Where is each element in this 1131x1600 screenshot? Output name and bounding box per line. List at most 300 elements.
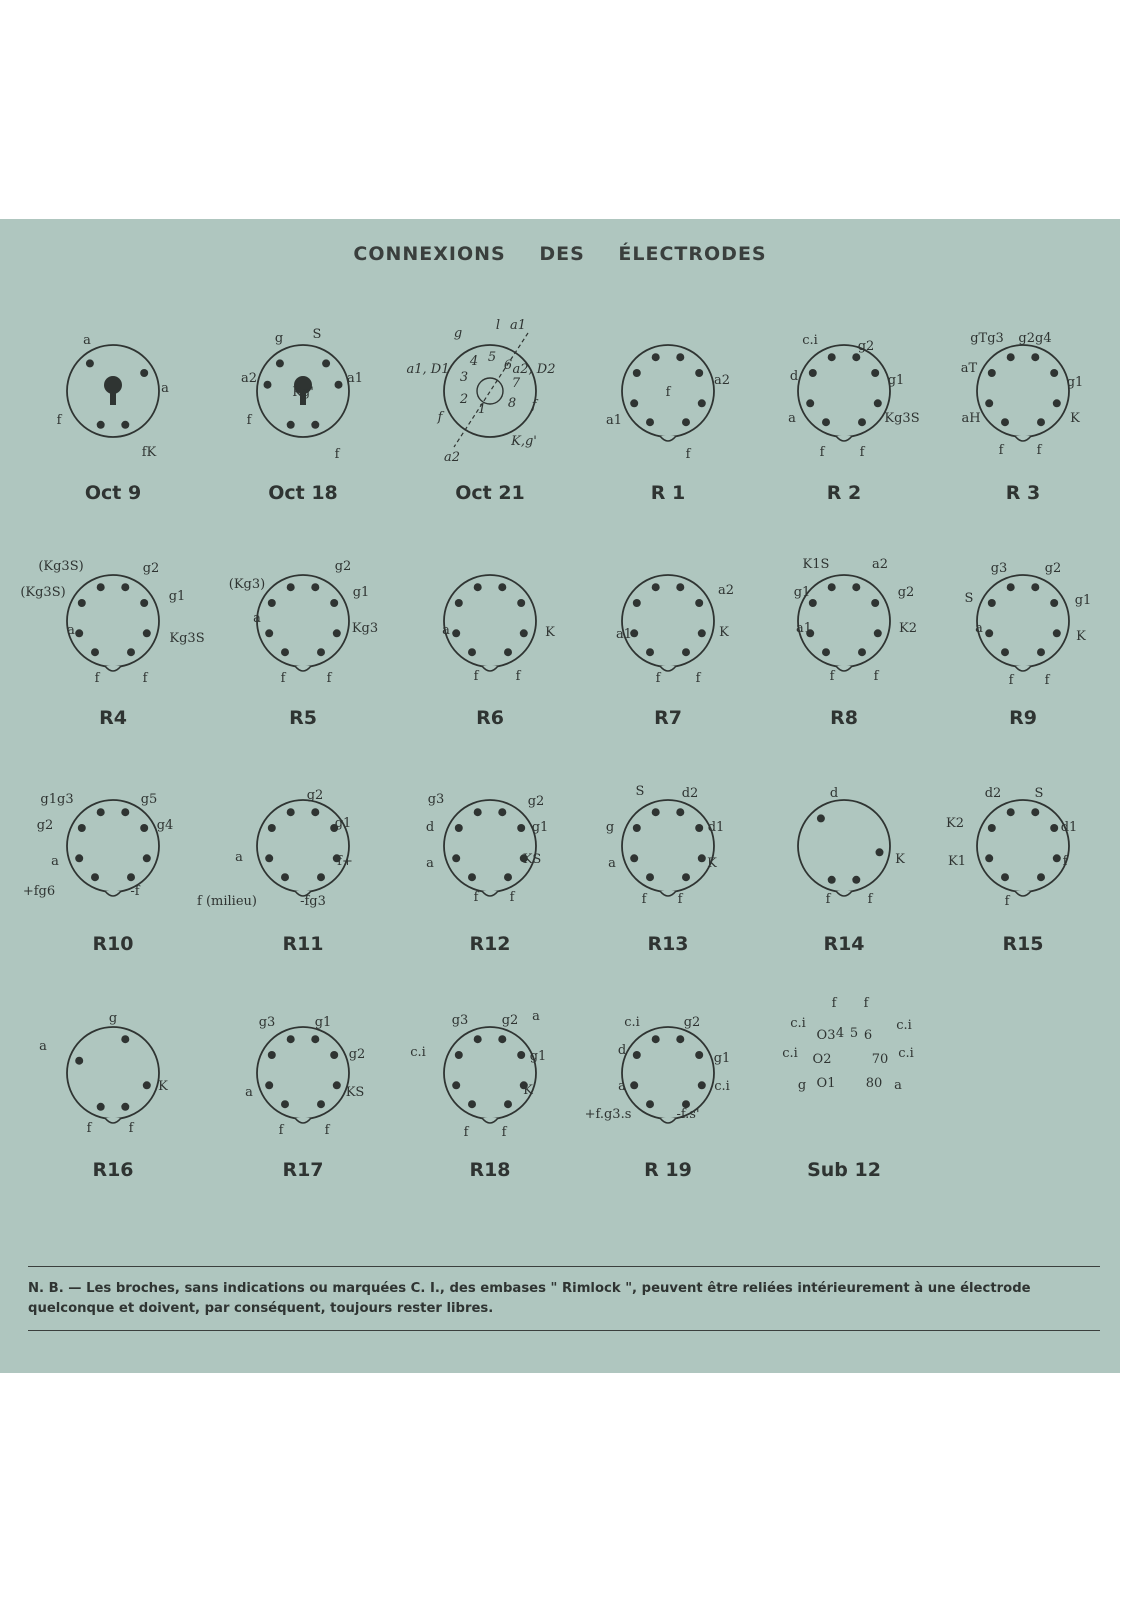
- pin-dot: [86, 359, 94, 367]
- tube-base-r5: [229, 559, 378, 729]
- pin-dot: [1050, 824, 1058, 832]
- pin-dot: [287, 1035, 295, 1043]
- pin-dot: [268, 599, 276, 607]
- pin-label: f: [1004, 894, 1010, 909]
- tube-base-r1: [606, 345, 730, 504]
- pin-dot: [633, 824, 641, 832]
- pin-dot: [268, 1051, 276, 1059]
- pin-dot: [311, 421, 319, 429]
- pin-dot: [264, 381, 272, 389]
- pin-label: a1: [795, 621, 813, 636]
- pin-label: f: [334, 447, 340, 462]
- pin-dot: [822, 648, 830, 656]
- pin-label: g2: [142, 561, 160, 576]
- pin-label: g1: [531, 820, 549, 835]
- base-outline: [444, 800, 536, 892]
- tube-base-label: R 1: [650, 482, 686, 504]
- pin-dot: [474, 1035, 482, 1043]
- base-outline: [257, 575, 349, 667]
- pin-label: g2: [683, 1015, 701, 1030]
- pin-label: a1: [605, 413, 623, 428]
- pin-dot: [652, 808, 660, 816]
- pin-dot: [1037, 648, 1045, 656]
- pin-label: Kg3: [351, 621, 379, 636]
- base-outline: [444, 1027, 536, 1119]
- pin-dot: [504, 1100, 512, 1108]
- pin-dot: [322, 359, 330, 367]
- pin-dot: [311, 808, 319, 816]
- pin-dot: [630, 854, 638, 862]
- diagram-panel: [0, 219, 1120, 1373]
- pin-label: a: [235, 850, 243, 865]
- tube-base-label: R10: [92, 933, 134, 955]
- pin-label: f: [94, 671, 100, 686]
- pin-label: f: [128, 1121, 134, 1136]
- tube-base-label: R8: [830, 707, 858, 729]
- pin-label: 3: [459, 370, 469, 385]
- pin-dot: [265, 1081, 273, 1089]
- pin-dot: [828, 583, 836, 591]
- pin-dot: [1037, 873, 1045, 881]
- pin-label: S: [964, 591, 974, 606]
- pin-label: 7: [511, 376, 521, 391]
- pin-label: c.i: [624, 1015, 640, 1030]
- pin-label: a: [788, 411, 796, 426]
- pin-dot: [504, 873, 512, 881]
- pin-dot: [97, 583, 105, 591]
- pin-dot: [468, 648, 476, 656]
- pin-dot: [646, 418, 654, 426]
- pin-dot: [988, 369, 996, 377]
- pin-label: a: [975, 621, 983, 636]
- pin-label: 8: [507, 396, 517, 411]
- tube-base-r19: [585, 1015, 731, 1181]
- pin-label: K1: [948, 854, 966, 869]
- pin-label: fK: [141, 445, 157, 460]
- pin-label: 6: [863, 1028, 873, 1043]
- pin-label: 2: [459, 392, 469, 407]
- locating-notch: [660, 1118, 676, 1123]
- pin-label: f: [326, 671, 332, 686]
- pin-label: 4: [469, 354, 479, 369]
- base-outline: [977, 575, 1069, 667]
- pin-label: g: [605, 820, 615, 835]
- pin-dot: [985, 399, 993, 407]
- pin-label: f: [515, 669, 521, 684]
- locating-notch: [836, 436, 852, 441]
- pin-dot: [652, 353, 660, 361]
- tube-base-label: R15: [1002, 933, 1044, 955]
- pin-label: g1: [334, 816, 352, 831]
- pin-dot: [871, 599, 879, 607]
- tube-base-label: R11: [282, 933, 324, 955]
- pin-dot: [1007, 583, 1015, 591]
- pin-label: a2: [871, 557, 889, 572]
- pin-label: g3: [258, 1015, 276, 1030]
- tube-base-diagrams: [0, 219, 1120, 1259]
- pin-dot: [97, 1103, 105, 1111]
- pin-label: 5: [487, 350, 497, 365]
- base-outline: [67, 575, 159, 667]
- pin-label: l: [495, 318, 501, 333]
- pin-label: aT: [960, 361, 978, 376]
- pin-label: g: [274, 331, 284, 346]
- pin-label: f: [641, 892, 647, 907]
- tube-base-label: R 2: [826, 482, 862, 504]
- locating-notch: [295, 1118, 311, 1123]
- pin-dot: [695, 824, 703, 832]
- pin-label: KS: [345, 1085, 365, 1100]
- pin-dot: [335, 381, 343, 389]
- pin-dot: [698, 399, 706, 407]
- locating-notch: [482, 1118, 498, 1123]
- tube-base-r7: [616, 575, 734, 729]
- pin-label: S: [1034, 786, 1044, 801]
- pin-dot: [1053, 854, 1061, 862]
- pin-dot: [311, 1035, 319, 1043]
- pin-label: 80: [865, 1076, 883, 1091]
- tube-base-label: R18: [469, 1159, 511, 1181]
- pin-label: f: [531, 398, 537, 413]
- locating-notch: [1015, 891, 1031, 896]
- pin-dot: [676, 583, 684, 591]
- pin-dot: [630, 1081, 638, 1089]
- pin-label: f: [1036, 443, 1042, 458]
- pin-label: a2: [713, 373, 731, 388]
- pin-dot: [1001, 648, 1009, 656]
- pin-dot: [822, 418, 830, 426]
- pin-dot: [876, 848, 884, 856]
- pin-dot: [1031, 808, 1039, 816]
- pin-dot: [520, 629, 528, 637]
- locating-notch: [660, 436, 676, 441]
- pin-dot: [809, 369, 817, 377]
- pin-label: K: [1076, 629, 1086, 644]
- pin-label: g: [453, 326, 463, 341]
- tube-base-label: R13: [647, 933, 689, 955]
- pin-dot: [695, 369, 703, 377]
- pin-label: f: [867, 892, 873, 907]
- pin-label: f: [473, 890, 479, 905]
- tube-base-r14: [798, 786, 905, 955]
- pin-dot: [281, 873, 289, 881]
- pin-label: +f.g3.s: [584, 1107, 632, 1122]
- key-spigot: [110, 391, 116, 405]
- locating-notch: [482, 666, 498, 671]
- pin-label: g2: [334, 559, 352, 574]
- tube-base-sub12: [782, 996, 914, 1181]
- pin-label: f: [1008, 673, 1014, 688]
- pin-label: d: [617, 1043, 627, 1058]
- pin-dot: [1007, 808, 1015, 816]
- pin-dot: [985, 854, 993, 862]
- pin-dot: [1053, 399, 1061, 407]
- pin-label: f: [142, 671, 148, 686]
- pin-dot: [517, 599, 525, 607]
- pin-dot: [121, 1035, 129, 1043]
- pin-dot: [121, 421, 129, 429]
- pin-dot: [330, 599, 338, 607]
- pin-label: g1: [352, 585, 370, 600]
- pin-dot: [75, 1057, 83, 1065]
- pin-dot: [78, 824, 86, 832]
- pin-dot: [852, 353, 860, 361]
- pin-label: a: [442, 623, 450, 638]
- pin-dot: [633, 1051, 641, 1059]
- tube-base-oct18: [241, 327, 363, 504]
- pin-label: c.i: [782, 1046, 798, 1061]
- pin-label: O3: [816, 1028, 836, 1043]
- pin-dot: [121, 1103, 129, 1111]
- pin-dot: [317, 648, 325, 656]
- pin-dot: [985, 629, 993, 637]
- pin-label: 4: [835, 1026, 845, 1041]
- locating-notch: [105, 666, 121, 671]
- pin-label: d2: [984, 786, 1002, 801]
- tube-base-r6: [442, 575, 555, 729]
- base-outline: [67, 800, 159, 892]
- tube-base-r10: [23, 792, 173, 955]
- base-outline: [444, 575, 536, 667]
- pin-dot: [143, 1081, 151, 1089]
- pin-dot: [121, 808, 129, 816]
- pin-label: 5: [849, 1026, 859, 1041]
- pin-label: g: [797, 1078, 807, 1093]
- pin-label: f+: [337, 854, 353, 869]
- pin-label: d1: [707, 820, 725, 835]
- pin-label: K: [523, 1083, 533, 1098]
- pin-dot: [97, 808, 105, 816]
- pin-label: c.i: [802, 333, 818, 348]
- pin-label: f: [695, 671, 701, 686]
- pin-dot: [828, 876, 836, 884]
- pin-label: g1: [1074, 593, 1092, 608]
- base-outline: [977, 345, 1069, 437]
- pin-dot: [268, 824, 276, 832]
- pin-label: f: [437, 410, 443, 425]
- pin-label: f: [463, 1125, 469, 1140]
- pin-label: K: [158, 1079, 168, 1094]
- pin-label: g2: [501, 1013, 519, 1028]
- pin-label: 1: [477, 402, 487, 417]
- pin-dot: [630, 399, 638, 407]
- pin-label: d: [425, 820, 435, 835]
- pin-dot: [1050, 369, 1058, 377]
- locating-notch: [105, 1118, 121, 1123]
- pin-dot: [287, 583, 295, 591]
- title-word-1: CONNEXIONS: [353, 243, 506, 265]
- locating-notch: [836, 891, 852, 896]
- pin-dot: [75, 854, 83, 862]
- pin-dot: [140, 824, 148, 832]
- pin-label: d1: [1060, 820, 1078, 835]
- pin-label: a1: [346, 371, 364, 386]
- pin-dot: [127, 648, 135, 656]
- pin-label: g3: [990, 561, 1008, 576]
- pin-dot: [874, 629, 882, 637]
- tube-base-label: Oct 18: [268, 482, 338, 504]
- pin-label: d: [829, 786, 839, 801]
- tube-base-r11: [197, 788, 353, 955]
- tube-base-label: R14: [823, 933, 865, 955]
- pin-dot: [1031, 583, 1039, 591]
- locating-notch: [660, 891, 676, 896]
- pin-dot: [698, 854, 706, 862]
- pin-label: f: [859, 445, 865, 460]
- pin-label: aH: [961, 411, 981, 426]
- pin-label: f: [873, 669, 879, 684]
- tube-base-r16: [39, 1011, 168, 1181]
- pin-dot: [333, 629, 341, 637]
- pin-label: g1: [793, 585, 811, 600]
- pin-label: f: [246, 413, 252, 428]
- pin-label: O2: [812, 1052, 832, 1067]
- tube-base-label: R 19: [644, 1159, 692, 1181]
- pin-dot: [455, 599, 463, 607]
- locating-notch: [1015, 666, 1031, 671]
- tube-base-oct9: [57, 333, 170, 504]
- pin-label: (Kg3S): [20, 585, 66, 600]
- tube-base-label: R4: [99, 707, 127, 729]
- pin-dot: [1007, 353, 1015, 361]
- pin-label: K,g': [511, 434, 537, 449]
- pin-dot: [809, 599, 817, 607]
- tube-base-r9: [965, 561, 1092, 729]
- pin-dot: [140, 369, 148, 377]
- pin-dot: [143, 854, 151, 862]
- base-outline: [798, 345, 890, 437]
- pin-label: g1g3: [40, 792, 74, 807]
- tube-base-label: R9: [1009, 707, 1037, 729]
- pin-label: f: [825, 892, 831, 907]
- pin-dot: [452, 629, 460, 637]
- pin-label: f: [278, 1123, 284, 1138]
- tube-base-r17: [245, 1015, 365, 1181]
- pin-label: g2: [857, 339, 875, 354]
- pin-label: gTg3: [970, 331, 1004, 346]
- pin-dot: [91, 873, 99, 881]
- pin-dot: [504, 648, 512, 656]
- pin-dot: [517, 824, 525, 832]
- pin-label: a: [894, 1078, 902, 1093]
- locating-notch: [482, 891, 498, 896]
- pin-dot: [265, 629, 273, 637]
- locating-notch: [836, 666, 852, 671]
- pin-label: KS: [522, 852, 542, 867]
- pin-dot: [682, 648, 690, 656]
- pin-label: Kg': [292, 385, 314, 400]
- pin-dot: [852, 876, 860, 884]
- pin-label: f: [998, 443, 1004, 458]
- pin-dot: [517, 1051, 525, 1059]
- pin-dot: [265, 854, 273, 862]
- tube-base-label: R7: [654, 707, 682, 729]
- pin-dot: [852, 583, 860, 591]
- pin-dot: [676, 353, 684, 361]
- pin-label: g2: [348, 1047, 366, 1062]
- pin-label: -f: [130, 884, 140, 899]
- base-outline: [622, 800, 714, 892]
- pin-label: a1: [615, 627, 633, 642]
- pin-dot: [871, 369, 879, 377]
- pin-dot: [140, 599, 148, 607]
- pin-label: f: [665, 385, 671, 400]
- pin-dot: [317, 1100, 325, 1108]
- pin-dot: [682, 873, 690, 881]
- pin-label: (Kg3): [228, 577, 266, 592]
- pin-dot: [646, 873, 654, 881]
- pin-label: a: [39, 1039, 47, 1054]
- pin-label: a: [532, 1009, 540, 1024]
- base-outline: [977, 800, 1069, 892]
- pin-dot: [633, 369, 641, 377]
- pin-dot: [287, 808, 295, 816]
- pin-label: c.i: [790, 1016, 806, 1031]
- pin-label: f: [829, 669, 835, 684]
- locating-notch: [105, 891, 121, 896]
- pin-dot: [676, 1035, 684, 1043]
- locating-notch: [295, 666, 311, 671]
- title-word-2: DES: [539, 243, 585, 265]
- tube-base-label: R16: [92, 1159, 134, 1181]
- pin-dot: [1050, 599, 1058, 607]
- pin-dot: [646, 648, 654, 656]
- pin-dot: [652, 583, 660, 591]
- pin-label: d: [789, 369, 799, 384]
- pin-label: a: [608, 856, 616, 871]
- pin-dot: [1031, 353, 1039, 361]
- pin-label: a: [161, 381, 169, 396]
- pin-label: a: [51, 854, 59, 869]
- base-outline: [257, 1027, 349, 1119]
- pin-dot: [281, 1100, 289, 1108]
- pin-label: g3: [451, 1013, 469, 1028]
- pin-label: f: [655, 671, 661, 686]
- pin-dot: [858, 418, 866, 426]
- pin-label: g1: [887, 373, 905, 388]
- base-outline: [257, 800, 349, 892]
- pin-label: -fg3: [300, 894, 326, 909]
- pin-label: a2: [443, 450, 461, 465]
- pin-dot: [287, 421, 295, 429]
- pin-label: f: [1044, 673, 1050, 688]
- pin-dot: [1001, 873, 1009, 881]
- pin-dot: [468, 873, 476, 881]
- pin-label: g2g4: [1018, 331, 1052, 346]
- pin-dot: [276, 359, 284, 367]
- base-outline: [622, 575, 714, 667]
- pin-dot: [474, 808, 482, 816]
- pin-label: a: [83, 333, 91, 348]
- tube-base-r15: [946, 786, 1077, 955]
- pin-dot: [452, 854, 460, 862]
- pin-dot: [127, 873, 135, 881]
- pin-label: O1: [816, 1076, 836, 1091]
- pin-label: a: [67, 623, 75, 638]
- pin-dot: [698, 1081, 706, 1089]
- pin-label: f: [324, 1123, 330, 1138]
- pin-dot: [455, 1051, 463, 1059]
- pin-label: 70: [871, 1052, 889, 1067]
- title-word-3: ÉLECTRODES: [618, 243, 767, 265]
- tube-base-r4: [20, 559, 204, 729]
- tube-base-r8: [794, 557, 917, 729]
- pin-label: S: [635, 784, 645, 799]
- pin-dot: [874, 399, 882, 407]
- pin-dot: [988, 599, 996, 607]
- pin-label: g2: [527, 794, 545, 809]
- pin-dot: [828, 353, 836, 361]
